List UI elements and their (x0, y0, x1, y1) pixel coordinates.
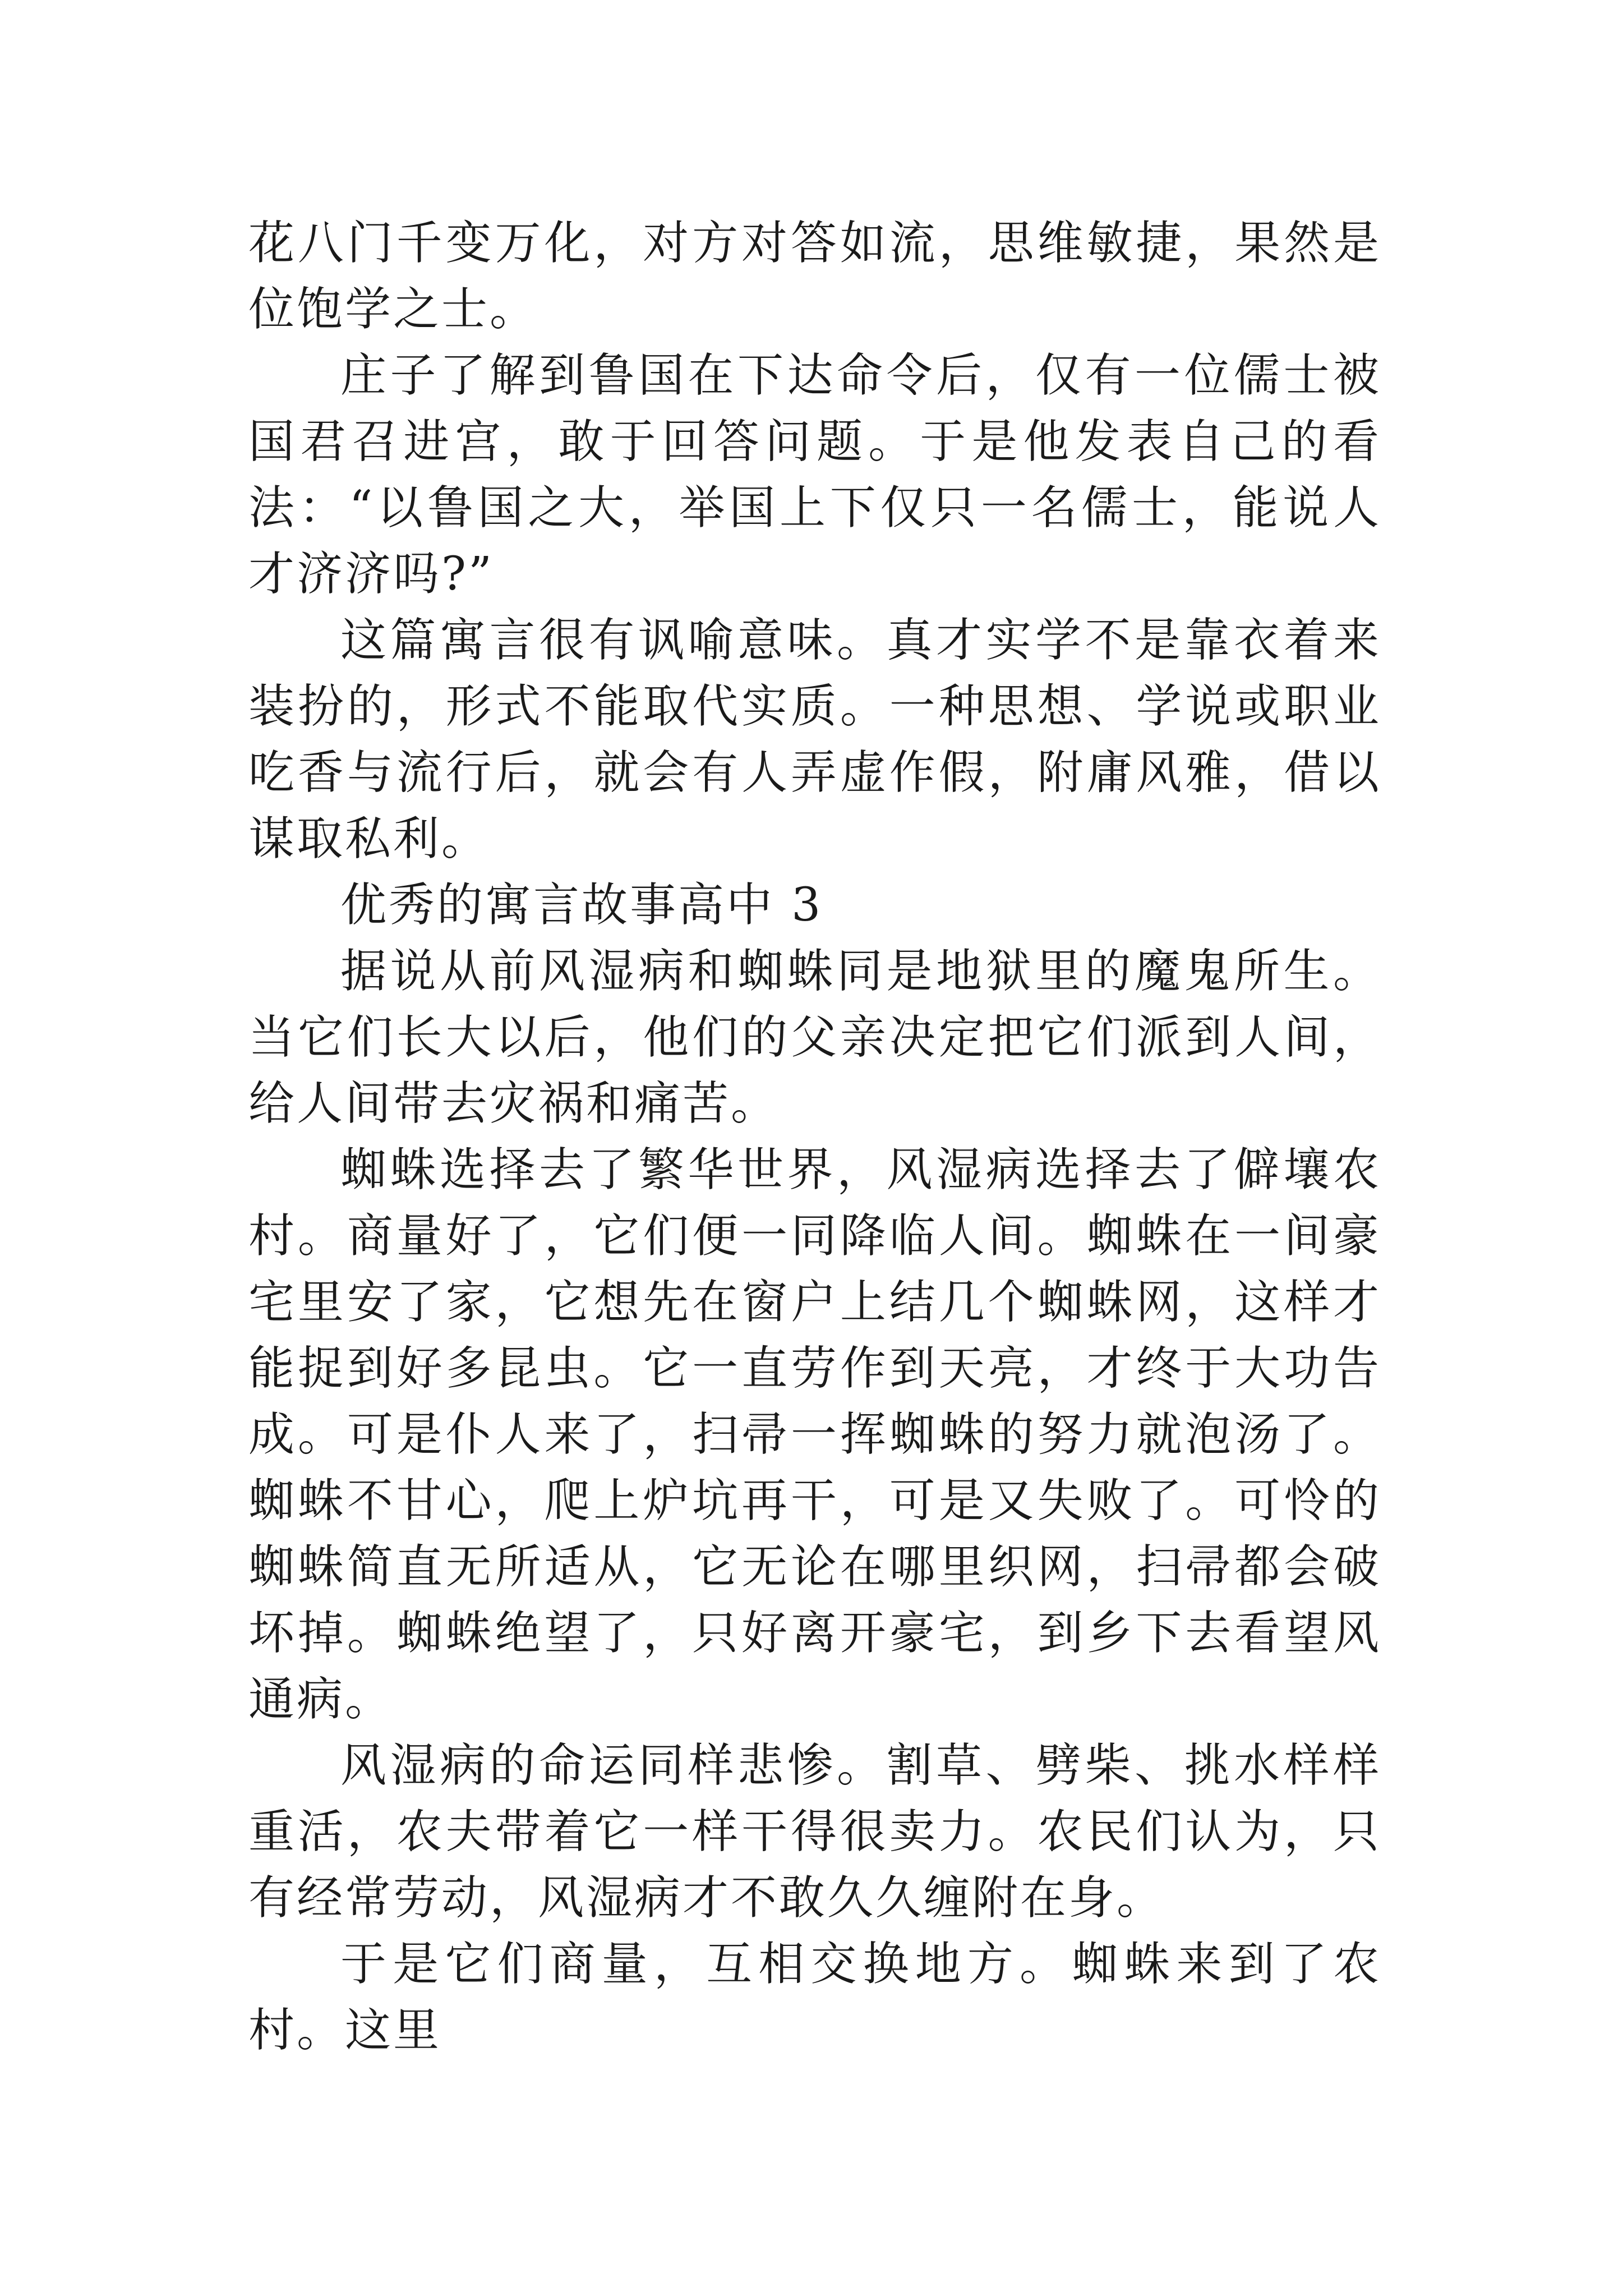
paragraph-moral: 这篇寓言很有讽喻意味。真才实学不是靠衣着来装扮的，形式不能取代实质。一种思想、学说或职业吃香与流行后，就会有人弄虚作假，附庸风雅，借以谋取私利。 (248, 614, 1381, 866)
paragraph-zhuangzi: 庄子了解到鲁国在下达命令后，仅有一位儒士被国君召进宫，敢于回答问题。于是他发表自己的看法：“以鲁国之大，举国上下仅只一名儒士，能说人才济济吗?” (248, 349, 1381, 601)
paragraph-continuation: 花八门千变万化，对方对答如流，思维敏捷，果然是位饱学之士。 (248, 217, 1381, 336)
section-heading: 优秀的寓言故事高中 3 (340, 878, 823, 932)
paragraph-origin: 据说从前风湿病和蜘蛛同是地狱里的魔鬼所生。当它们长大以后，他们的父亲决定把它们派到人间，给人间带去灾祸和痛苦。 (248, 945, 1381, 1130)
document-body (248, 210, 1381, 2064)
paragraph-spider: 蜘蛛选择去了繁华世界，风湿病选择去了僻壤农村。商量好了，它们便一同降临人间。蜘蛛在一间豪宅里安了家，它想先在窗户上结几个蜘蛛网，这样才能捉到好多昆虫。它一直劳作到天亮，才终于大功告成。可是仆人来了，扫帚一挥蜘蛛的努力就泡汤了。蜘蛛不甘心，爬上炉坑再干，可是又失败了。可怜的蜘蛛简直无所适从，它无论在哪里织网，扫帚都会破坏掉。蜘蛛绝望了，只好离开豪宅，到乡下去看望风通病。 (248, 1143, 1381, 1726)
paragraph-exchange: 于是它们商量，互相交换地方。蜘蛛来到了农村。这里 (248, 1938, 1381, 2057)
paragraph-rheumatism: 风湿病的命运同样悲惨。割草、劈柴、挑水样样重活，农夫带着它一样干得很卖力。农民们认为，只有经常劳动，风湿病才不敢久久缠附在身。 (248, 1739, 1381, 1925)
